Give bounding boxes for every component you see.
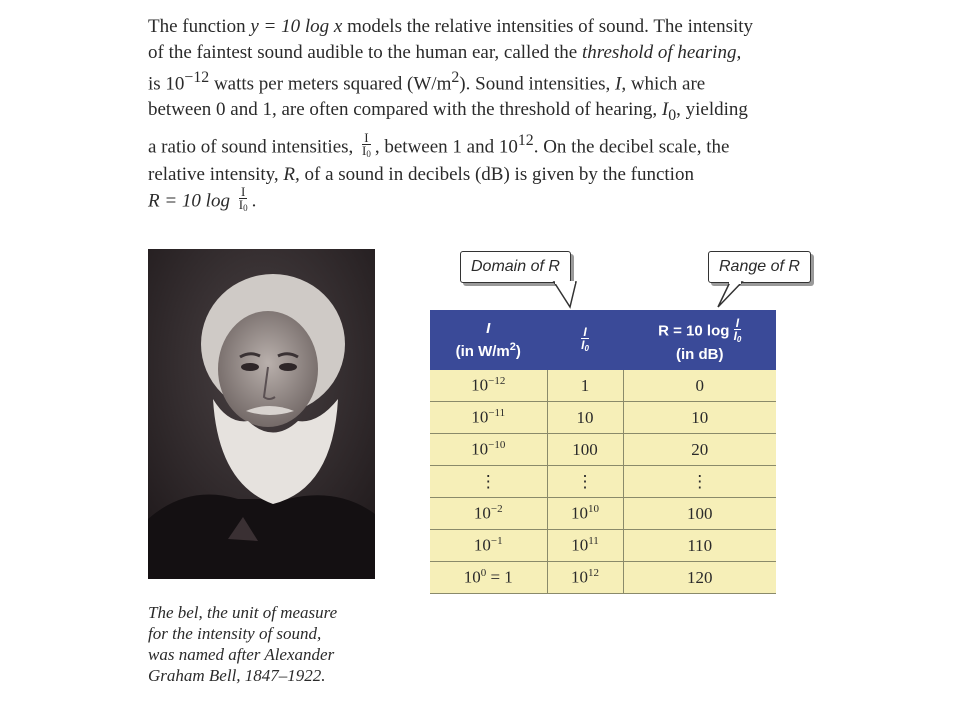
ratio-base: 10 bbox=[576, 407, 594, 427]
intensity-ratio-fraction bbox=[360, 132, 373, 160]
intensity-cell bbox=[430, 498, 547, 530]
decibel-cell bbox=[623, 402, 776, 434]
ratio-base: 10 bbox=[571, 535, 589, 555]
fraction-denominator bbox=[360, 145, 373, 160]
intensity-base: 10 bbox=[473, 535, 491, 555]
intensity-cell bbox=[430, 402, 547, 434]
decibel-cell bbox=[623, 498, 776, 530]
decibel-table bbox=[430, 310, 776, 594]
header-ratio bbox=[547, 310, 623, 370]
range-callout-pointer bbox=[708, 281, 748, 313]
ratio-exp: 11 bbox=[588, 535, 599, 548]
decibel-value: 100 bbox=[687, 503, 713, 523]
header-r-den bbox=[734, 330, 742, 346]
ratio-cell bbox=[547, 562, 623, 594]
ratio-cell bbox=[547, 434, 623, 466]
fraction-denominator-sub: 0 bbox=[243, 202, 248, 213]
decibel-value: 20 bbox=[691, 439, 709, 459]
intensity-base: 10 bbox=[471, 439, 489, 459]
ratio-exp: 10 bbox=[588, 503, 599, 516]
fraction-denominator-var: I bbox=[362, 143, 367, 159]
intro-text: watts per meters squared (W/m bbox=[209, 73, 452, 95]
intensity-exp: −1 bbox=[490, 535, 503, 548]
header-r-unit: (in dB) bbox=[676, 345, 724, 363]
fraction-denominator bbox=[237, 196, 250, 214]
intro-text: which are bbox=[626, 73, 706, 95]
intro-text: The function bbox=[148, 16, 251, 37]
intensity-cell bbox=[430, 530, 547, 562]
caption-line: for the intensity of sound, bbox=[148, 624, 322, 643]
decibel-value: 0 bbox=[695, 375, 704, 395]
range-callout bbox=[708, 251, 811, 283]
intro-variable: R, bbox=[283, 164, 300, 186]
decibel-cell bbox=[623, 466, 776, 498]
decibel-value: 10 bbox=[691, 407, 709, 427]
table-row bbox=[430, 498, 776, 530]
intro-text: , yielding bbox=[676, 98, 748, 120]
table-row bbox=[430, 466, 776, 498]
intensity-cell bbox=[430, 434, 547, 466]
header-intensity-close: ) bbox=[515, 342, 521, 360]
caption-line: The bel, the unit of measure bbox=[148, 603, 338, 622]
range-callout-label: Range of R bbox=[719, 258, 800, 275]
intensity-exp: 0 bbox=[480, 567, 487, 580]
ellipsis-vertical: ⋮ bbox=[691, 471, 709, 491]
intro-variable: I bbox=[661, 98, 669, 120]
intro-text: is 10 bbox=[148, 73, 185, 95]
intensity-exp: −10 bbox=[488, 439, 506, 452]
photo-caption bbox=[148, 602, 388, 686]
ratio-base: 10 bbox=[571, 503, 588, 523]
table-header-row bbox=[430, 310, 776, 370]
intro-exponent: 2 bbox=[451, 69, 460, 86]
intensity-base: 10 bbox=[473, 503, 491, 523]
intro-line-2 bbox=[148, 40, 816, 66]
intro-equation: R = 10 log bbox=[148, 189, 235, 211]
header-ratio-fraction bbox=[581, 326, 589, 355]
header-r-den-var: I bbox=[733, 328, 737, 343]
domain-callout-pointer bbox=[550, 281, 590, 313]
header-ratio-den-var: I bbox=[581, 337, 585, 352]
intro-text: models the relative intensities of sound. The intensity bbox=[342, 16, 754, 37]
table-row bbox=[430, 402, 776, 434]
ratio-cell bbox=[547, 370, 623, 402]
intro-subscript: 0 bbox=[668, 106, 677, 124]
ratio-cell bbox=[547, 466, 623, 498]
intensity-base: 10 bbox=[471, 407, 489, 427]
intensity-exp: −2 bbox=[490, 503, 503, 516]
decibel-cell bbox=[623, 562, 776, 594]
header-ratio-num: I bbox=[583, 324, 587, 339]
intro-text: of a sound in decibels (dB) is given by the function bbox=[299, 164, 694, 186]
decibel-value: 110 bbox=[687, 535, 713, 555]
fraction-numerator: I bbox=[240, 183, 246, 199]
header-intensity bbox=[430, 310, 547, 370]
intro-text: . bbox=[251, 189, 257, 211]
intro-paragraph bbox=[148, 14, 816, 216]
intro-line-7 bbox=[148, 183, 816, 216]
intro-text: . On the decibel scale, the bbox=[533, 136, 730, 158]
fraction-numerator: I bbox=[364, 130, 369, 146]
header-r-num: I bbox=[735, 315, 740, 330]
intensity-ratio-fraction bbox=[237, 183, 250, 214]
ratio-base: 100 bbox=[572, 439, 598, 459]
intensity-cell bbox=[430, 562, 547, 594]
intro-variable: I, bbox=[615, 73, 627, 95]
ellipsis-vertical: ⋮ bbox=[576, 471, 594, 491]
table-row bbox=[430, 530, 776, 562]
decibel-cell bbox=[623, 370, 776, 402]
intro-text: , between 1 and 10 bbox=[374, 136, 518, 158]
intensity-base: 10 bbox=[471, 375, 489, 395]
ratio-cell bbox=[547, 498, 623, 530]
intensity-cell bbox=[430, 466, 547, 498]
portrait-illustration bbox=[148, 249, 375, 579]
intensity-suffix: = 1 bbox=[486, 567, 513, 587]
intro-line-6 bbox=[148, 162, 816, 188]
intro-text: between 0 and 1, are often compared with the threshold of hearing, bbox=[148, 98, 662, 120]
domain-callout bbox=[460, 251, 571, 283]
caption-line: was named after Alexander bbox=[148, 645, 335, 664]
header-r-formula: R = 10 log bbox=[658, 321, 730, 339]
decibel-value: 120 bbox=[687, 567, 713, 587]
portrait-photo bbox=[148, 249, 375, 579]
fraction-denominator-var: I bbox=[238, 196, 244, 212]
header-ratio-den-sub: 0 bbox=[584, 343, 589, 353]
intro-text: ). Sound intensities, bbox=[459, 73, 615, 95]
intro-exponent: 12 bbox=[517, 132, 534, 150]
header-ratio-den bbox=[581, 339, 589, 355]
table-row bbox=[430, 434, 776, 466]
ratio-cell bbox=[547, 402, 623, 434]
intro-line-4 bbox=[148, 97, 816, 128]
intro-line-5 bbox=[148, 128, 816, 162]
intensity-cell bbox=[430, 370, 547, 402]
fraction-denominator-sub: 0 bbox=[366, 149, 371, 160]
table-row bbox=[430, 370, 776, 402]
intensity-base: 10 bbox=[463, 567, 481, 587]
domain-callout-label: Domain of R bbox=[471, 258, 560, 275]
caption-line: Graham Bell, 1847–1922. bbox=[148, 666, 326, 685]
header-r-fraction bbox=[734, 317, 742, 346]
decibel-cell bbox=[623, 530, 776, 562]
ratio-cell bbox=[547, 530, 623, 562]
decibel-cell bbox=[623, 434, 776, 466]
intro-equation: y = 10 log x bbox=[250, 16, 343, 37]
intro-exponent: −12 bbox=[184, 69, 210, 86]
ratio-base: 1 bbox=[580, 375, 590, 395]
ratio-exp: 12 bbox=[588, 567, 599, 580]
header-relative-intensity bbox=[623, 310, 776, 370]
intro-line-1 bbox=[148, 14, 816, 40]
intensity-exp: −12 bbox=[488, 375, 506, 388]
intro-text: relative intensity, bbox=[148, 164, 284, 186]
header-intensity-var: I bbox=[486, 319, 491, 337]
intro-line-3 bbox=[148, 65, 816, 97]
intro-text: a ratio of sound intensities, bbox=[148, 136, 359, 158]
header-intensity-unit: (in W/m bbox=[455, 342, 510, 360]
ratio-base: 10 bbox=[571, 567, 588, 587]
header-r-den-sub: 0 bbox=[736, 334, 742, 344]
intro-text: of the faintest sound audible to the human ear, called the bbox=[148, 41, 582, 63]
header-intensity-exp: 2 bbox=[509, 340, 516, 353]
table-row bbox=[430, 562, 776, 594]
intro-term: threshold of hearing, bbox=[582, 41, 742, 63]
ellipsis-vertical: ⋮ bbox=[479, 471, 497, 491]
intensity-exp: −11 bbox=[488, 407, 506, 420]
